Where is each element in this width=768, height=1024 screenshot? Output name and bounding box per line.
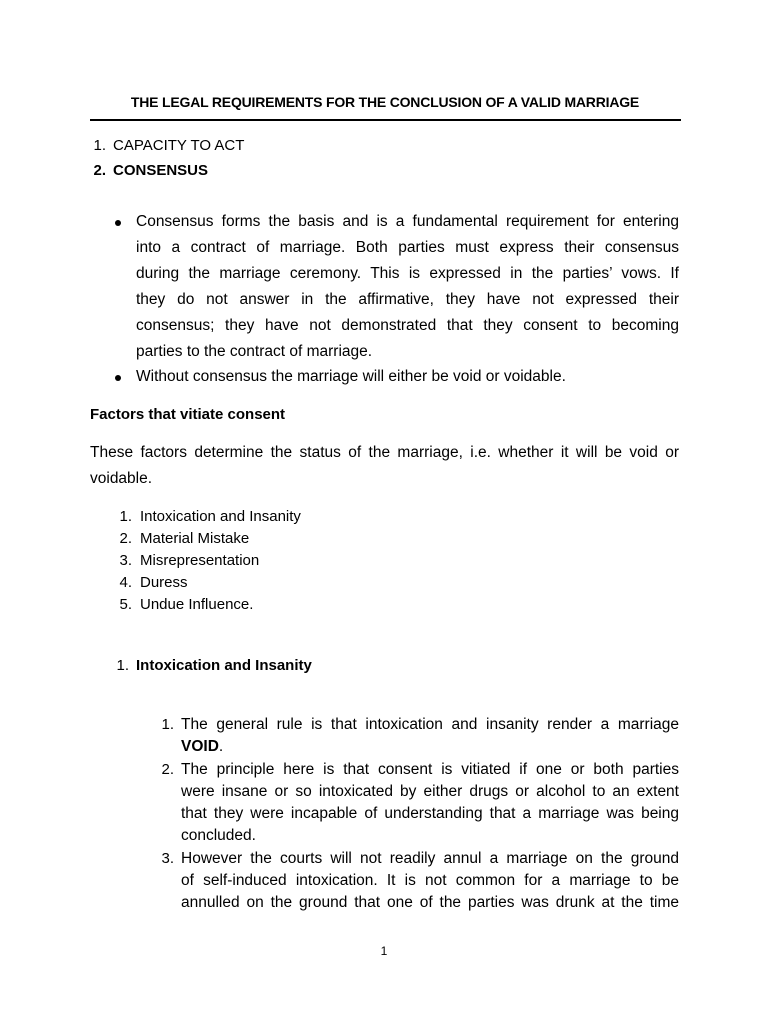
paragraph-line: Consensus forms the basis and is a fundamental requirement for entering <box>136 213 679 230</box>
factor-item: Duress <box>140 574 188 591</box>
paragraph-line: they do not answer in the affirmative, they have not expressed their <box>136 291 679 308</box>
document-title: THE LEGAL REQUIREMENTS FOR THE CONCLUSION OF A VALID MARRIAGE <box>130 94 640 110</box>
list-item-capacity: CAPACITY TO ACT <box>113 137 245 154</box>
paragraph-line: parties to the contract of marriage. <box>136 343 373 360</box>
paragraph-line: The general rule is that intoxication and insanity render a marriage <box>181 716 679 733</box>
list-item-consensus: CONSENSUS <box>113 162 209 179</box>
paragraph-line: However the courts will not readily annul a marriage on the ground <box>181 850 679 867</box>
period: . <box>218 738 224 755</box>
factors-heading: Factors that vitiate consent <box>90 406 286 423</box>
paragraph-line: were insane or so intoxicated by either drugs or alcohol to an extent <box>181 783 679 800</box>
list-item-number: 1. <box>119 508 132 525</box>
section-number: 1. <box>116 657 129 674</box>
factor-item: Misrepresentation <box>140 552 260 569</box>
list-item-number: 2. <box>119 530 132 547</box>
title-underline <box>90 119 681 121</box>
list-item-number: 2. <box>161 761 174 778</box>
paragraph-line: into a contract of marriage. Both parties must express their consensus <box>136 239 679 256</box>
bullet-icon <box>115 375 121 381</box>
paragraph-line: Without consensus the marriage will either be void or voidable. <box>136 368 566 385</box>
paragraph-line: of self-induced intoxication. It is not common for a marriage to be <box>181 872 679 889</box>
list-item-number: 1. <box>161 716 174 733</box>
void-emphasis: VOID <box>181 738 219 755</box>
paragraph-line: during the marriage ceremony. This is expressed in the parties’ vows. If <box>136 265 679 282</box>
paragraph-line <box>181 738 223 756</box>
list-item-number: 3. <box>161 850 174 867</box>
list-item-number: 2. <box>93 162 106 179</box>
paragraph-line: annulled on the ground that one of the parties was drunk at the time <box>181 894 679 911</box>
list-item-number: 1. <box>93 137 106 154</box>
page-number: 1 <box>380 944 388 958</box>
paragraph-line: that they were incapable of understanding that a marriage was being <box>181 805 679 822</box>
paragraph-line: These factors determine the status of the marriage, i.e. whether it will be void or <box>90 444 679 461</box>
bullet-icon <box>115 220 121 226</box>
paragraph-line: concluded. <box>181 827 256 844</box>
paragraph-line: consensus; they have not demonstrated that they consent to becoming <box>136 317 679 334</box>
factor-item: Material Mistake <box>140 530 250 547</box>
list-item-number: 5. <box>119 596 132 613</box>
list-item-number: 4. <box>119 574 132 591</box>
factor-item: Intoxication and Insanity <box>140 508 301 525</box>
paragraph-line: The principle here is that consent is vitiated if one or both parties <box>181 761 679 778</box>
paragraph-line: voidable. <box>90 470 153 487</box>
list-item-number: 3. <box>119 552 132 569</box>
section-heading: Intoxication and Insanity <box>136 657 312 674</box>
factor-item: Undue Influence. <box>140 596 254 613</box>
